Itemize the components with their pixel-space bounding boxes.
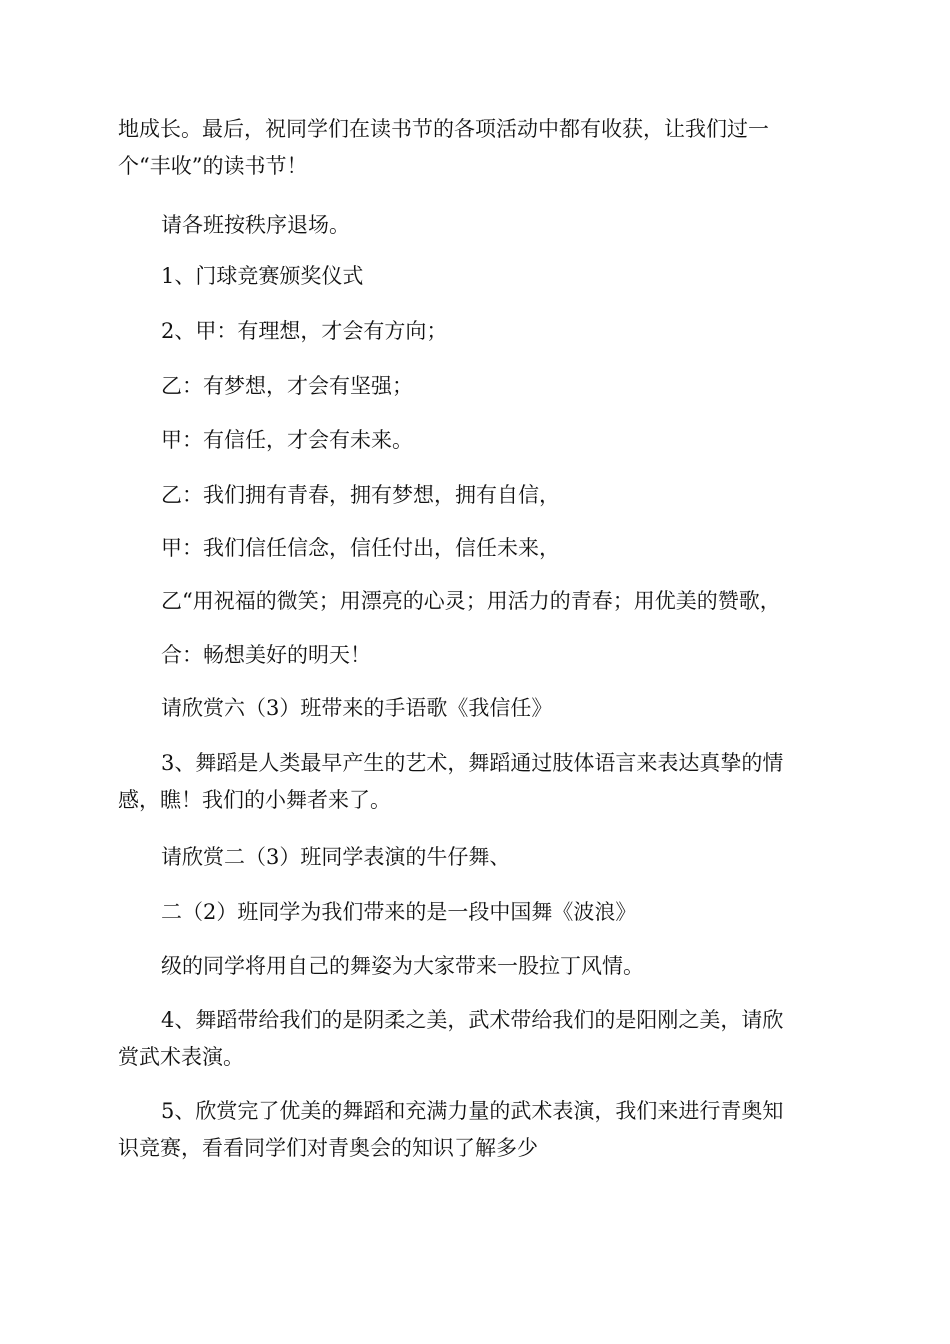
text-line: 甲：我们信任信念，信任付出，信任未来，	[161, 536, 560, 560]
text-line: 乙“用祝福的微笑；用漂亮的心灵；用活力的青春；用优美的赞歌，	[161, 589, 781, 613]
text-line: 4、舞蹈带给我们的是阴柔之美，武术带给我们的是阳刚之美，请欣	[161, 1008, 784, 1032]
text-line: 2、甲：有理想，才会有方向；	[161, 319, 448, 343]
text-line: 级的同学将用自己的舞姿为大家带来一股拉丁风情。	[161, 954, 644, 978]
text-line: 识竞赛，看看同学们对青奥会的知识了解多少	[118, 1136, 538, 1160]
text-line: 请欣赏二（3）班同学表演的牛仔舞、	[161, 845, 511, 869]
text-line: 合：畅想美好的明天！	[161, 643, 371, 667]
text-line: 地成长。最后，祝同学们在读书节的各项活动中都有收获，让我们过一	[118, 117, 769, 141]
text-line: 乙：我们拥有青春，拥有梦想，拥有自信，	[161, 483, 560, 507]
text-line: 请欣赏六（3）班带来的手语歌《我信任》	[161, 696, 553, 720]
text-line: 二（2）班同学为我们带来的是一段中国舞《波浪》	[161, 900, 637, 924]
text-line: 个“丰收”的读书节！	[118, 154, 308, 178]
text-line: 3、舞蹈是人类最早产生的艺术，舞蹈通过肢体语言来表达真挚的情	[161, 751, 784, 775]
text-line: 感，瞧！我们的小舞者来了。	[118, 788, 391, 812]
text-line: 乙：有梦想，才会有坚强；	[161, 374, 413, 398]
text-line: 5、欣赏完了优美的舞蹈和充满力量的武术表演，我们来进行青奥知	[161, 1099, 784, 1123]
text-line: 甲：有信任，才会有未来。	[161, 428, 413, 452]
text-line: 1、门球竞赛颁奖仪式	[161, 264, 364, 288]
text-line: 请各班按秩序退场。	[161, 213, 350, 237]
text-line: 赏武术表演。	[118, 1045, 244, 1069]
